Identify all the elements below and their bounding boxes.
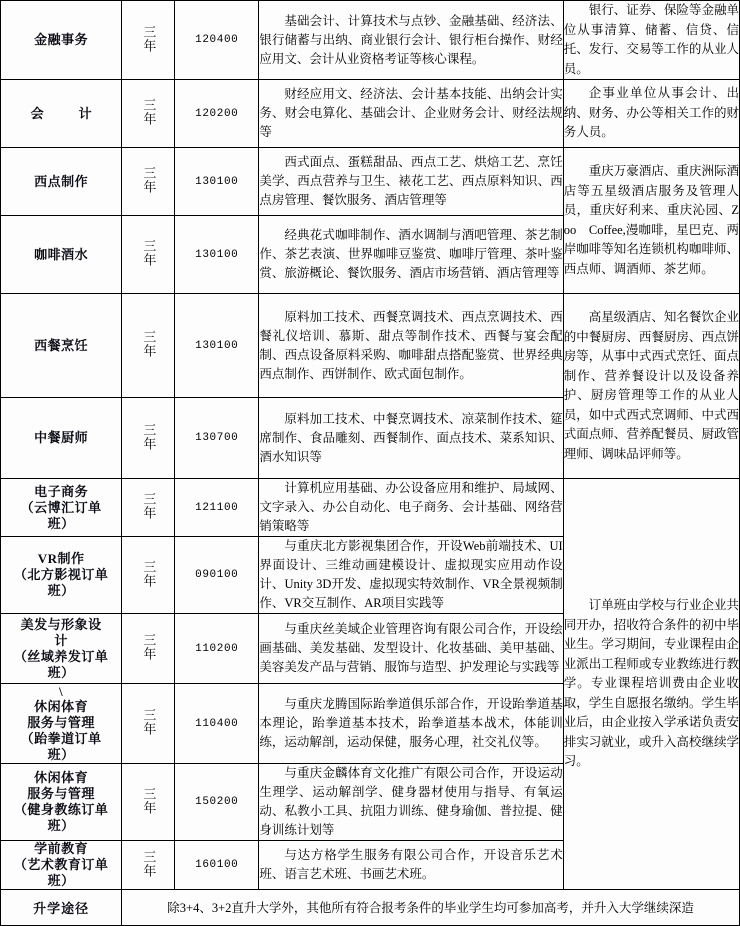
major-code-cell: 120200 [175, 80, 259, 148]
major-code-cell: 130100 [175, 294, 259, 398]
major-name-line: 西餐烹饪 [34, 337, 89, 353]
major-name-line: （健身教练订单 [13, 802, 109, 817]
employment-cell: 订单班由学校与行业企业共同开办，招收符合条件的初中毕业生。学习期间，专业课程由企业派出工程师或专业教练进行教学。专业课程培训费由企业收取，学生自愿报名缴纳。学生毕业后，由企业按入学承诺负责安排实习就业，或升入高校继续学习。 [563, 479, 739, 890]
major-name-line: 美发与形象设 [20, 616, 102, 632]
study-length-value: 三年 [141, 849, 157, 878]
footer-label: 升学途径 [1, 890, 122, 926]
major-name-line: 计 [54, 632, 68, 648]
study-length-value: 三年 [141, 633, 157, 661]
major-name-line: VR制作 [37, 551, 85, 566]
major-name-line: 西点制作 [34, 173, 89, 189]
major-name-cell [1, 1, 122, 80]
courses-cell: 与达方格学生服务有限公司合作，开设音乐艺术班、语言艺术班、书画艺术班。 [259, 841, 563, 890]
major-name-line: 金融事务 [34, 32, 89, 47]
major-name-line: （跆拳道订单 [20, 731, 102, 746]
major-name-cell [1, 841, 122, 890]
study-length-value: 三年 [141, 559, 157, 588]
table-footer-row [1, 890, 740, 926]
major-code-cell: 150200 [175, 764, 259, 841]
major-code-cell: 110200 [175, 614, 259, 684]
major-name-cell [1, 684, 122, 764]
major-name-cell [1, 80, 122, 148]
major-name-line: 班） [47, 664, 75, 680]
major-code-cell: 130100 [175, 216, 259, 294]
study-length-cell [122, 841, 175, 890]
courses-cell: 财经应用文、经济法、会计基本技能、出纳会计实务、财会电算化、基础会计、企业财务会计、财经法规等 [259, 80, 563, 148]
study-length-cell [122, 614, 175, 684]
majors-table-body [1, 1, 740, 926]
major-name-line: 学前教育 [34, 841, 89, 856]
major-name-line: 会 计 [30, 105, 103, 121]
study-length-cell [122, 537, 175, 614]
major-name-line: 服务与管理 [27, 715, 95, 730]
study-length-value: 三年 [141, 330, 157, 358]
major-name-line: 休闲体育 [34, 770, 89, 785]
major-code-cell: 090100 [175, 537, 259, 614]
major-name-line: 班） [47, 873, 75, 888]
major-name-cell [1, 216, 122, 294]
study-length-cell [122, 398, 175, 479]
major-code-cell: 120400 [175, 1, 259, 80]
table-row [1, 148, 740, 216]
study-length-cell [122, 684, 175, 764]
major-name-cell [1, 398, 122, 479]
table-row [1, 1, 740, 80]
employment-cell: 重庆万豪酒店、重庆洲际酒店等五星级酒店服务及管理人员，重庆好利来、重庆沁园、Zoo Coffee,漫咖啡，星巴克、两岸咖啡等知名连锁机构咖啡师、西点师、调酒师、茶艺师。 [563, 148, 739, 294]
courses-cell: 计算机应用基础、办公设备应用和维护、局域网、文字录入、办公自动化、电子商务、会计基础、网络营销策略等 [259, 479, 563, 537]
major-name-cell [1, 537, 122, 614]
study-length-cell [122, 80, 175, 148]
courses-cell: 与重庆丝美域企业管理咨询有限公司合作，开设绘画基础、美发基础、发型设计、化妆基础、美甲基础、美容美发产品与营销、服饰与造型、护发理论与实践等 [259, 614, 563, 684]
major-code-cell: 130700 [175, 398, 259, 479]
stray-slash-mark: \ [59, 684, 64, 699]
study-length-cell [122, 1, 175, 80]
major-name-line: 班） [47, 515, 75, 531]
major-name-line: 班） [47, 747, 75, 762]
major-name-cell [1, 614, 122, 684]
major-name-line: 电子商务 [34, 483, 89, 499]
study-length-cell [122, 764, 175, 841]
major-name-cell [1, 148, 122, 216]
major-code-cell: 130100 [175, 148, 259, 216]
major-name-line: （云博汇订单 [20, 499, 102, 515]
courses-cell: 基础会计、计算技术与点钞、金融基础、经济法、银行储蓄与出纳、商业银行会计、银行柜台操作、财经应用文、会计从业资格考证等核心课程。 [259, 1, 563, 80]
courses-cell: 与重庆金麟体育文化推广有限公司合作，开设运动生理学、运动解剖学、健身器材使用与指导、有氧运动、私教小工具、抗阻力训练、健身瑜伽、普拉提、健身训练计划等 [259, 764, 563, 841]
study-length-value: 三年 [141, 24, 157, 53]
major-name-line: 中餐厨师 [34, 430, 89, 445]
footer-text: 除3+4、3+2直升大学外，其他所有符合报考条件的毕业学生均可参加高考，并升入大学继续深造 [122, 890, 740, 926]
major-code-cell: 121100 [175, 479, 259, 537]
major-name-line: （艺术教育订单 [13, 857, 109, 872]
study-length-value: 三年 [141, 98, 157, 126]
study-length-value: 三年 [141, 786, 157, 815]
major-name-line: 休闲体育 [34, 699, 89, 714]
study-length-value: 三年 [141, 239, 157, 267]
courses-cell: 原料加工技术、西餐烹调技术、西点烹调技术、西餐礼仪培训、慕斯、甜点等制作技术、西餐与宴会配制、西点设备原料采购、咖啡甜点搭配鉴赏、世界经典西点制作、西饼制作、欧式面包制作。 [259, 294, 563, 398]
table-row [1, 294, 740, 398]
study-length-value: 三年 [141, 422, 157, 451]
major-name-cell [1, 294, 122, 398]
courses-cell: 与重庆龙腾国际跆拳道俱乐部合作，开设跆拳道基本理论，跆拳道基本技术，跆拳道基本战术，体能训练，运动解剖，运动保健，服务心理，社交礼仪等。 [259, 684, 563, 764]
major-code-cell: 110400 [175, 684, 259, 764]
major-name-line: 班） [47, 818, 75, 833]
study-length-cell [122, 294, 175, 398]
major-code-cell: 160100 [175, 841, 259, 890]
study-length-value: 三年 [141, 492, 157, 520]
study-length-cell [122, 148, 175, 216]
employment-cell: 企事业单位从事会计、出纳、财务、办公等相关工作的财务人员。 [563, 80, 739, 148]
major-name-cell [1, 479, 122, 537]
courses-cell: 与重庆北方影视集团合作，开设Web前端技术、UI界面设计、三维动画建模设计、虚拟现实应用动作设计、Unity 3D开发、虚拟现实特效制作、VR全景视频制作、VR交互制作、AR项目实践等 [259, 537, 563, 614]
major-name-line: 服务与管理 [27, 786, 95, 801]
study-length-cell [122, 479, 175, 537]
major-name-line: 班） [47, 583, 75, 598]
employment-cell: 高星级酒店、知名餐饮企业的中餐厨房、西餐厨房、西点饼房等，从事中式西式烹饪、面点制作、营养餐设计以及设备养护、厨房管理等工作的从业人员，如中式西式烹调师、中式西式面点师、营养配餐员、厨政管理师、调味品评师等。 [563, 294, 739, 479]
study-length-value: 三年 [141, 166, 157, 194]
table-row [1, 80, 740, 148]
courses-cell: 西式面点、蛋糕甜品、西点工艺、烘焙工艺、烹饪美学、西点营养与卫生、裱花工艺、西点原料知识、西点房管理、餐饮服务、酒店管理等 [259, 148, 563, 216]
courses-cell: 经典花式咖啡制作、酒水调制与酒吧管理、茶艺制作、茶艺表演、世界咖啡豆鉴赏、咖啡厅管理、茶叶鉴赏、旅游概论、餐饮服务、酒店市场营销、酒店管理等 [259, 216, 563, 294]
major-name-cell [1, 764, 122, 841]
major-name-line: 咖啡酒水 [34, 246, 89, 262]
employment-cell: 银行、证券、保险等金融单位从事清算、储蓄、信贷、信托、发行、交易等工作的从业人员。 [563, 1, 739, 80]
major-name-line: （丝域养发订单 [13, 648, 109, 664]
study-length-value: 三年 [141, 708, 157, 736]
major-name-line: （北方影视订单 [13, 567, 109, 582]
courses-cell: 原料加工技术、中餐烹调技术、凉菜制作技术、筵席制作、食品雕刻、西餐制作、面点技术、菜系知识、酒水知识等 [259, 398, 563, 479]
table-row [1, 479, 740, 537]
study-length-cell [122, 216, 175, 294]
